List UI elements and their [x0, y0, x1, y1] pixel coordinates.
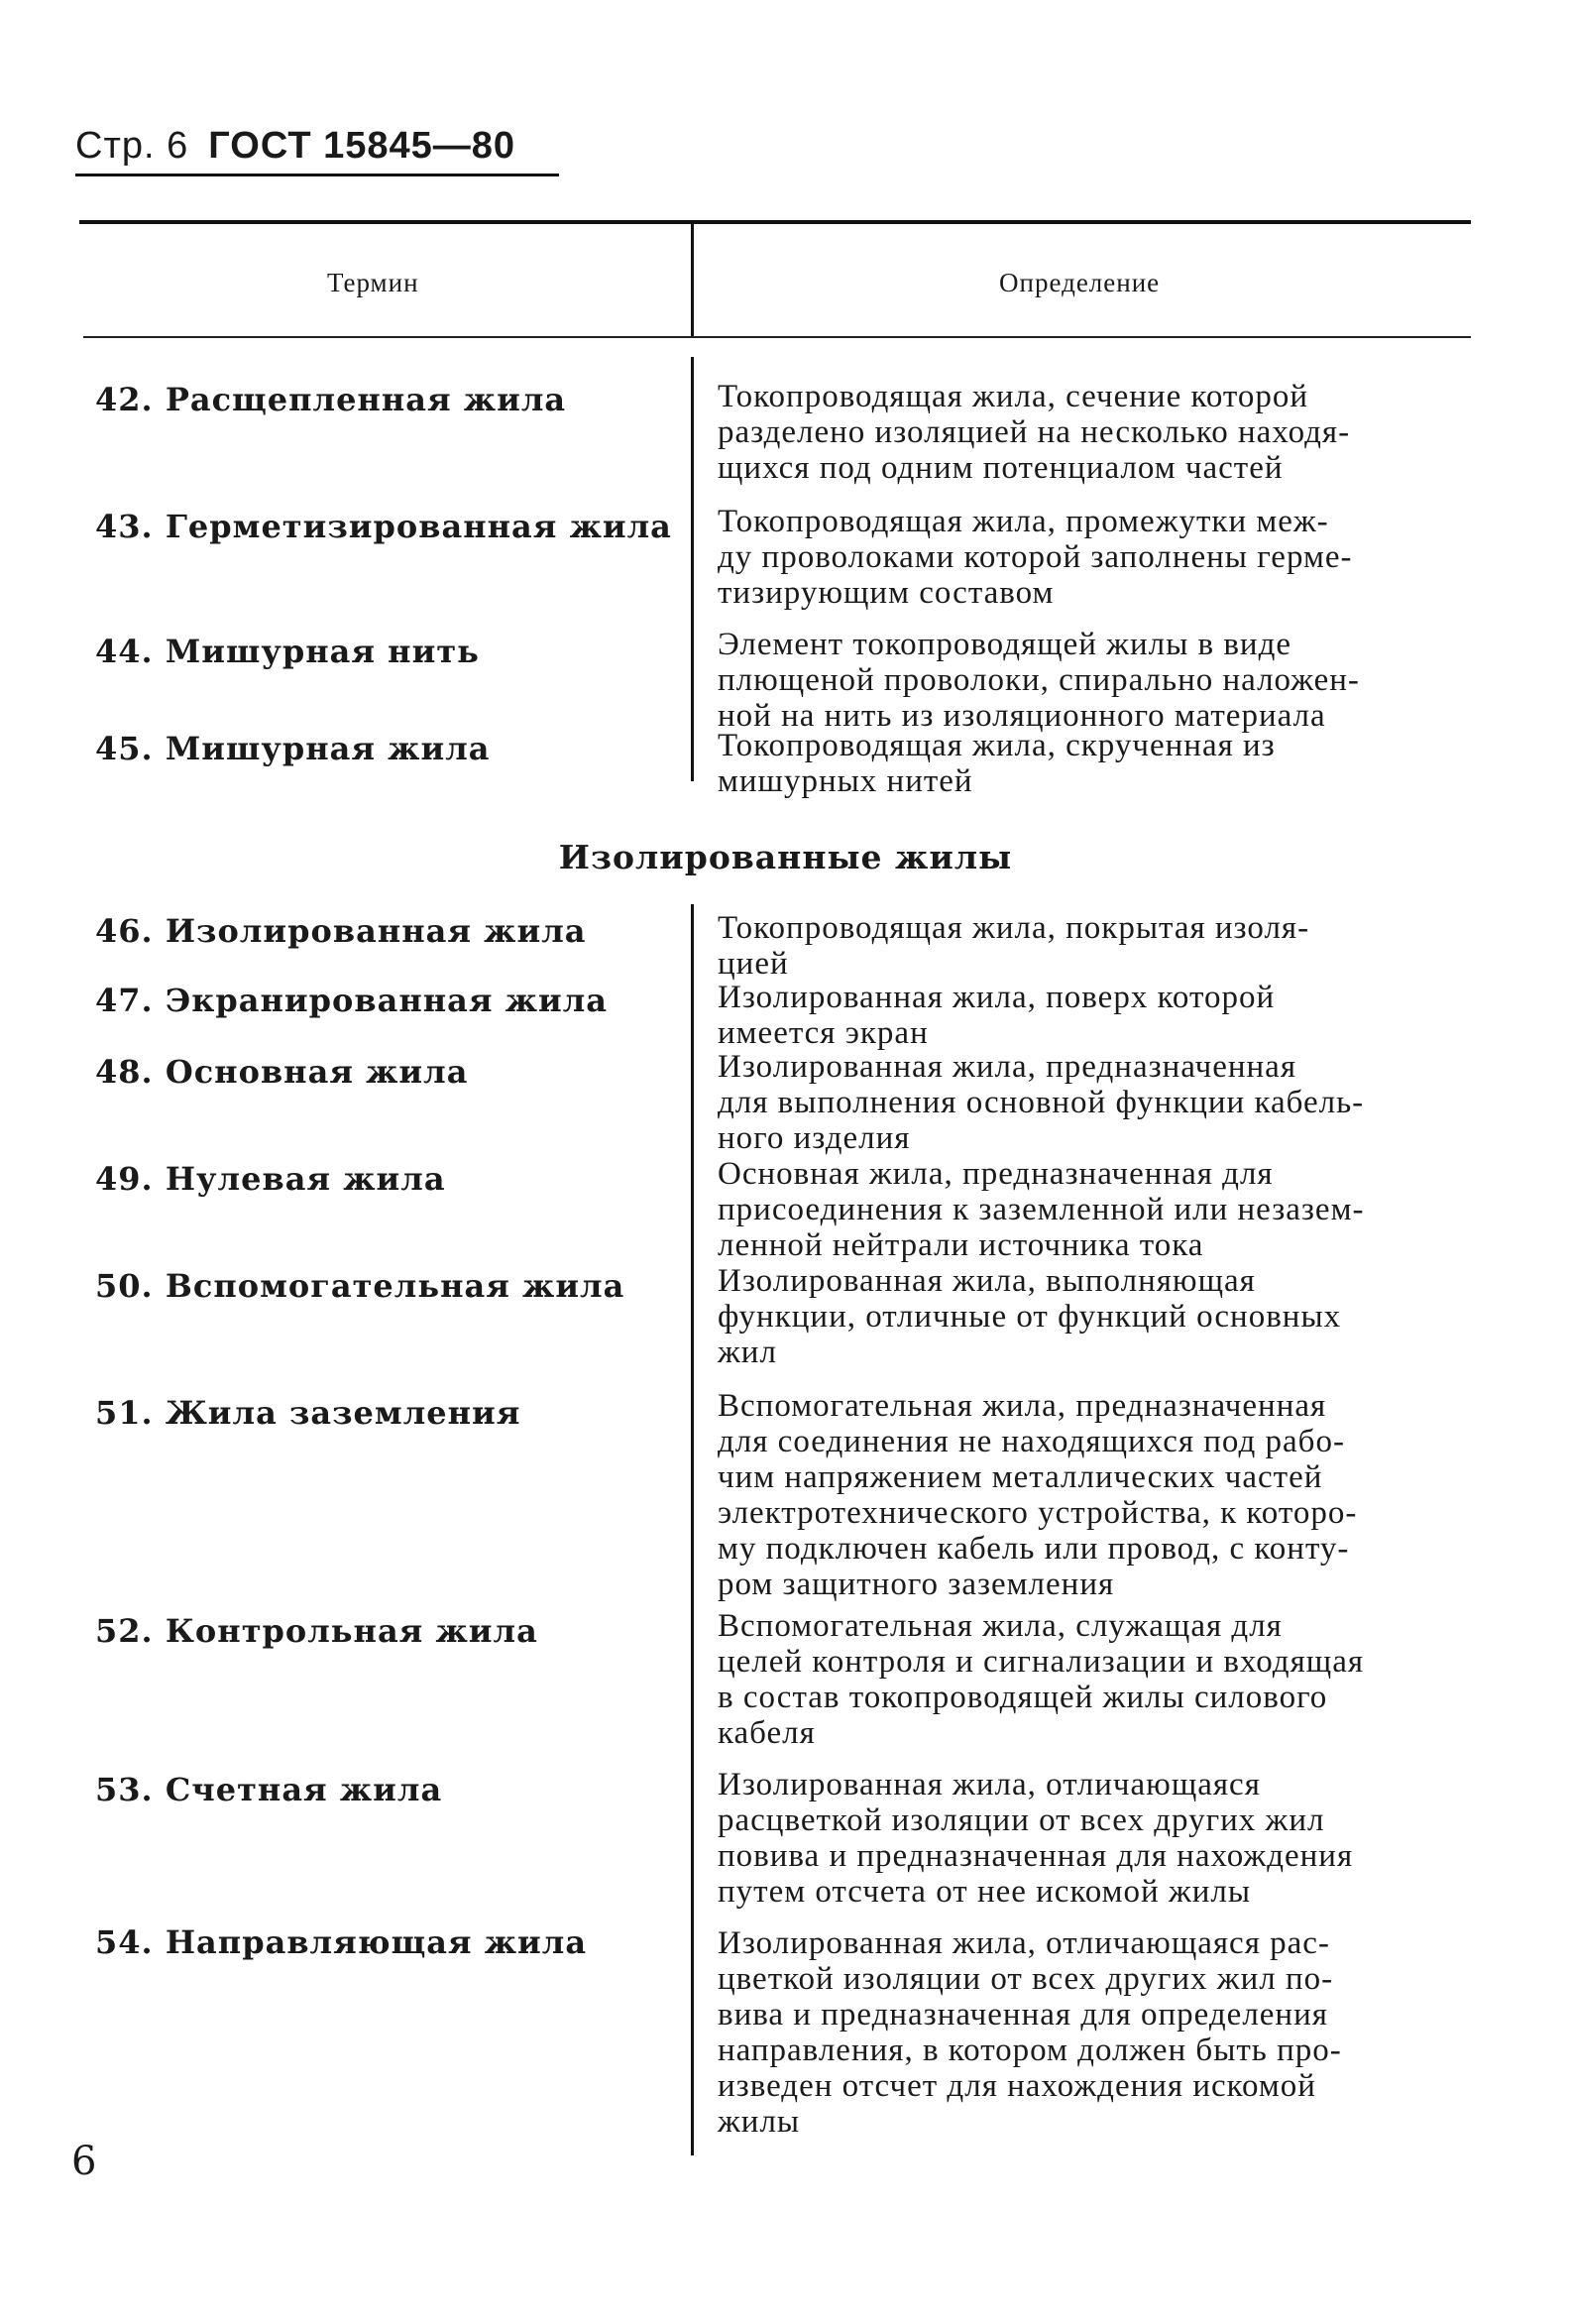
- column-header-term: Термин: [327, 268, 419, 297]
- definition-48: Изолированная жила, предназначенная для выполнения основной функции кабель- ного изделия: [718, 1049, 1365, 1156]
- column-divider-2: [691, 904, 694, 2155]
- definition-47: Изолированная жила, поверх которой имеется экран: [718, 980, 1276, 1051]
- term-44: 44. Мишурная нить: [95, 633, 480, 670]
- column-divider-header: [691, 222, 694, 336]
- column-divider-1: [691, 357, 694, 781]
- term-47: 47. Экранированная жила: [95, 982, 609, 1019]
- term-50: 50. Вспомогательная жила: [95, 1267, 625, 1305]
- page-header: [75, 125, 559, 176]
- definition-51: Вспомогательная жила, предназначенная для соединения не находящихся под рабо- чим напряжением металлических частей электротехнического устройства, к которо- му подключен кабель или провод, с конту- ром защитного заземления: [718, 1388, 1358, 1602]
- term-53: 53. Счетная жила: [95, 1771, 443, 1808]
- term-42: 42. Расщепленная жила: [95, 381, 567, 418]
- definition-44: Элемент токопроводящей жилы в виде плющеной проволоки, спирально наложен- ной на нить из изоляционного материала: [718, 627, 1360, 734]
- definition-53: Изолированная жила, отличающаяся расцветкой изоляции от всех других жил повива и предназначенная для нахождения путем отсчета от нее искомой жилы: [718, 1767, 1354, 1910]
- term-48: 48. Основная жила: [95, 1053, 469, 1091]
- term-43: 43. Герметизированная жила: [95, 508, 672, 545]
- definition-43: Токопроводящая жила, промежутки меж- ду проволоками которой заполнены герме- тизирующим составом: [718, 504, 1353, 611]
- page-label: Стр. 6: [75, 125, 189, 167]
- table-top-rule: [79, 220, 1471, 224]
- standard-number: ГОСТ 15845—80: [208, 125, 516, 167]
- definition-45: Токопроводящая жила, скрученная из мишурных нитей: [718, 728, 1276, 799]
- term-45: 45. Мишурная жила: [95, 730, 491, 767]
- term-52: 52. Контрольная жила: [95, 1612, 538, 1650]
- term-49: 49. Нулевая жила: [95, 1160, 446, 1198]
- term-54: 54. Направляющая жила: [95, 1923, 588, 1961]
- column-header-definition: Определение: [999, 268, 1161, 297]
- table-header-rule: [83, 336, 1471, 338]
- definition-46: Токопроводящая жила, покрытая изоля- цией: [718, 910, 1310, 982]
- definition-49: Основная жила, предназначенная для присоединения к заземленной или незазем- ленной нейтрали источника тока: [718, 1156, 1365, 1263]
- definition-50: Изолированная жила, выполняющая функции, отличные от функций основных жил: [718, 1263, 1342, 1370]
- definition-52: Вспомогательная жила, служащая для целей контроля и сигнализации и входящая в состав токопроводящей жилы силового кабеля: [718, 1608, 1365, 1751]
- page-number: 6: [71, 2139, 97, 2184]
- definition-42: Токопроводящая жила, сечение которой разделено изоляцией на несколько находя- щихся под одним потенциалом частей: [718, 379, 1351, 486]
- term-46: 46. Изолированная жила: [95, 912, 587, 950]
- section-title: Изолированные жилы: [558, 838, 1013, 876]
- definition-54: Изолированная жила, отличающаяся рас- цветкой изоляции от всех других жил по- вива и предназначенная для определения направления, в котором должен быть про- изведен отсчет для нахождения искомой жилы: [718, 1925, 1342, 2140]
- term-51: 51. Жила заземления: [95, 1394, 521, 1432]
